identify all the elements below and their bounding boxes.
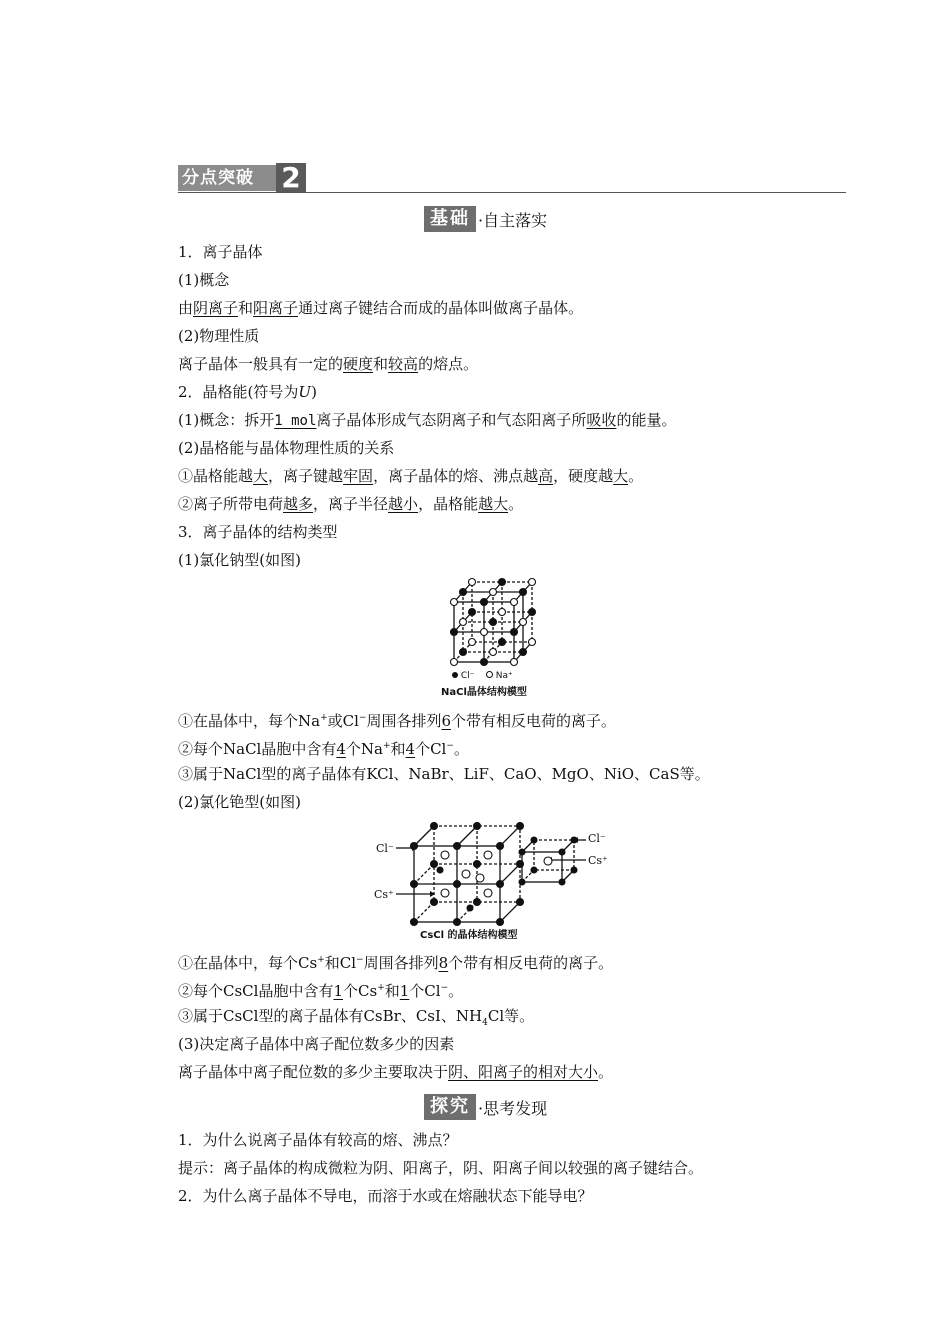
text: ②离子所带电荷 bbox=[178, 495, 284, 513]
text: 和 bbox=[238, 299, 254, 317]
para-cscl-2 bbox=[178, 978, 463, 1001]
question-2: 2．为什么离子晶体不导电，而溶于水或在熔融状态下能导电？ bbox=[178, 1187, 593, 1205]
text: ，硬度越 bbox=[553, 467, 614, 485]
text: 个Cl bbox=[415, 740, 447, 758]
text: 通过离子键结合而成的晶体叫做离子晶体。 bbox=[298, 299, 584, 317]
answer: 越小 bbox=[388, 495, 419, 513]
text: 和Cl bbox=[324, 954, 357, 972]
text: ②每个CsCl晶胞中含有 bbox=[178, 982, 334, 1000]
text: ①晶格能越 bbox=[178, 467, 254, 485]
text: ) bbox=[311, 383, 317, 401]
subscript: 4 bbox=[482, 1018, 488, 1028]
section-label: 分点突破 bbox=[178, 165, 278, 191]
answer: 1 bbox=[333, 982, 343, 1000]
answer: 8 bbox=[438, 954, 449, 972]
heading-3a: (1)氯化钠型(如图) bbox=[178, 551, 301, 569]
legend-cl: Cl⁻ bbox=[460, 671, 475, 681]
text: 离子晶体形成气态阴离子和气态阳离子所 bbox=[316, 411, 587, 429]
text: 或Cl bbox=[327, 712, 359, 730]
heading-3c: (3)决定离子晶体中离子配位数多少的因素 bbox=[178, 1035, 455, 1053]
text: 。 bbox=[453, 740, 469, 758]
para-nacl-2 bbox=[178, 736, 469, 759]
cscl-label-cl: Cl⁻ bbox=[376, 842, 394, 855]
text: 和 bbox=[390, 740, 406, 758]
answer: 阳离子 bbox=[253, 299, 299, 317]
cscl-label-cl-small: Cl⁻ bbox=[588, 832, 606, 845]
answer: 高 bbox=[538, 467, 554, 485]
text: 和 bbox=[384, 982, 400, 1000]
answer: 越大 bbox=[478, 495, 509, 513]
heading-1a: (1)概念 bbox=[178, 271, 230, 289]
text: 2．晶格能(符号为 bbox=[178, 383, 299, 401]
subheader-tag: 基础 bbox=[424, 206, 476, 232]
heading-3b: (2)氯化铯型(如图) bbox=[178, 793, 301, 811]
legend-na: Na⁺ bbox=[495, 671, 513, 681]
nacl-figure bbox=[438, 572, 548, 700]
para-relation-1 bbox=[178, 466, 643, 486]
subheader-tag: 探究 bbox=[424, 1094, 476, 1120]
section-banner bbox=[178, 163, 308, 192]
answer: 大 bbox=[613, 467, 629, 485]
answer: 硬度 bbox=[343, 355, 374, 373]
text: ，离子键越 bbox=[268, 467, 344, 485]
answer-1: 提示：离子晶体的构成微粒为阴、阳离子，阴、阳离子间以较强的离子键结合。 bbox=[178, 1159, 704, 1177]
heading-1: 1．离子晶体 bbox=[178, 243, 263, 261]
text: 个带有相反电荷的离子。 bbox=[451, 712, 617, 730]
text: 的能量。 bbox=[616, 411, 677, 429]
para-concept bbox=[178, 298, 583, 318]
question-1: 1．为什么说离子晶体有较高的熔、沸点？ bbox=[178, 1131, 458, 1149]
text: 。 bbox=[598, 1063, 614, 1081]
answer: 6 bbox=[441, 712, 452, 730]
charge: + bbox=[377, 983, 385, 993]
text: ，离子半径 bbox=[313, 495, 389, 513]
text: Cl等。 bbox=[487, 1007, 535, 1025]
charge: − bbox=[358, 713, 367, 723]
answer: 1 mol bbox=[274, 413, 317, 429]
subheader-text: ·思考发现 bbox=[478, 1098, 548, 1118]
text: 个Cl bbox=[409, 982, 441, 1000]
subheader-basics bbox=[424, 206, 547, 232]
heading-1b: (2)物理性质 bbox=[178, 327, 260, 345]
answer: 1 bbox=[399, 982, 410, 1000]
section-number: 2 bbox=[276, 163, 306, 192]
para-cscl-3 bbox=[178, 1006, 534, 1033]
subheader-explore bbox=[424, 1094, 547, 1120]
charge: − bbox=[446, 741, 454, 751]
text: (1)概念：拆开 bbox=[178, 411, 275, 429]
subheader-text: ·自主落实 bbox=[478, 210, 548, 230]
text: 个Cs bbox=[343, 982, 378, 1000]
section-rule bbox=[178, 192, 846, 193]
text: 周围各排列 bbox=[366, 712, 442, 730]
para-nacl-1 bbox=[178, 708, 616, 731]
cscl-figure bbox=[372, 822, 612, 942]
text: ，离子晶体的熔、沸点越 bbox=[373, 467, 539, 485]
charge: − bbox=[440, 983, 449, 993]
answer: 吸收 bbox=[586, 411, 617, 429]
charge: − bbox=[356, 955, 364, 965]
para-nacl-3: ③属于NaCl型的离子晶体有KCl、NaBr、LiF、CaO、MgO、NiO、CaS等。 bbox=[178, 765, 710, 783]
text: 个带有相反电荷的离子。 bbox=[448, 954, 614, 972]
text: ①在晶体中，每个Na bbox=[178, 712, 321, 730]
answer: 大 bbox=[253, 467, 269, 485]
nacl-caption: NaCl晶体结构模型 bbox=[441, 687, 527, 698]
cl-legend-icon bbox=[452, 672, 458, 678]
answer: 越多 bbox=[283, 495, 314, 513]
text: ，晶格能 bbox=[418, 495, 479, 513]
nacl-legend bbox=[452, 671, 513, 681]
answer: 4 bbox=[336, 740, 346, 758]
cscl-lattice-diagram bbox=[372, 822, 612, 928]
para-coordination bbox=[178, 1062, 613, 1082]
cscl-label-cs-small: Cs⁺ bbox=[588, 854, 608, 867]
text: 由 bbox=[178, 299, 194, 317]
para-relation-2 bbox=[178, 494, 523, 514]
para-lattice-energy bbox=[178, 410, 676, 431]
cscl-caption: CsCl 的晶体结构模型 bbox=[420, 930, 518, 941]
para-properties bbox=[178, 354, 478, 374]
answer: 阴离子 bbox=[193, 299, 239, 317]
para-cscl-1 bbox=[178, 950, 613, 973]
text: 的熔点。 bbox=[418, 355, 479, 373]
answer: 阴、阳离子的相对大小 bbox=[448, 1063, 599, 1081]
text: 周围各排列 bbox=[363, 954, 439, 972]
answer: 牢固 bbox=[343, 467, 374, 485]
answer: 4 bbox=[405, 740, 416, 758]
text: ③属于CsCl型的离子晶体有CsBr、CsI、NH bbox=[178, 1007, 483, 1025]
heading-2 bbox=[178, 382, 317, 402]
text: 和 bbox=[373, 355, 389, 373]
charge: + bbox=[317, 955, 325, 965]
charge: + bbox=[320, 713, 328, 723]
heading-2b: (2)晶格能与晶体物理性质的关系 bbox=[178, 439, 395, 457]
text: 。 bbox=[448, 982, 464, 1000]
charge: + bbox=[382, 741, 391, 751]
cscl-label-cs: Cs⁺ bbox=[374, 888, 394, 901]
text: 个Na bbox=[345, 740, 383, 758]
na-legend-icon bbox=[486, 671, 493, 678]
text: 。 bbox=[508, 495, 524, 513]
text: 离子晶体一般具有一定的 bbox=[178, 355, 344, 373]
symbol: U bbox=[298, 383, 312, 401]
answer: 较高 bbox=[388, 355, 419, 373]
text: 离子晶体中离子配位数的多少主要取决于 bbox=[178, 1063, 449, 1081]
text: ②每个NaCl晶胞中含有 bbox=[178, 740, 337, 758]
text: 。 bbox=[628, 467, 644, 485]
heading-3: 3．离子晶体的结构类型 bbox=[178, 523, 338, 541]
nacl-lattice-diagram bbox=[438, 572, 548, 672]
text: ①在晶体中，每个Cs bbox=[178, 954, 318, 972]
